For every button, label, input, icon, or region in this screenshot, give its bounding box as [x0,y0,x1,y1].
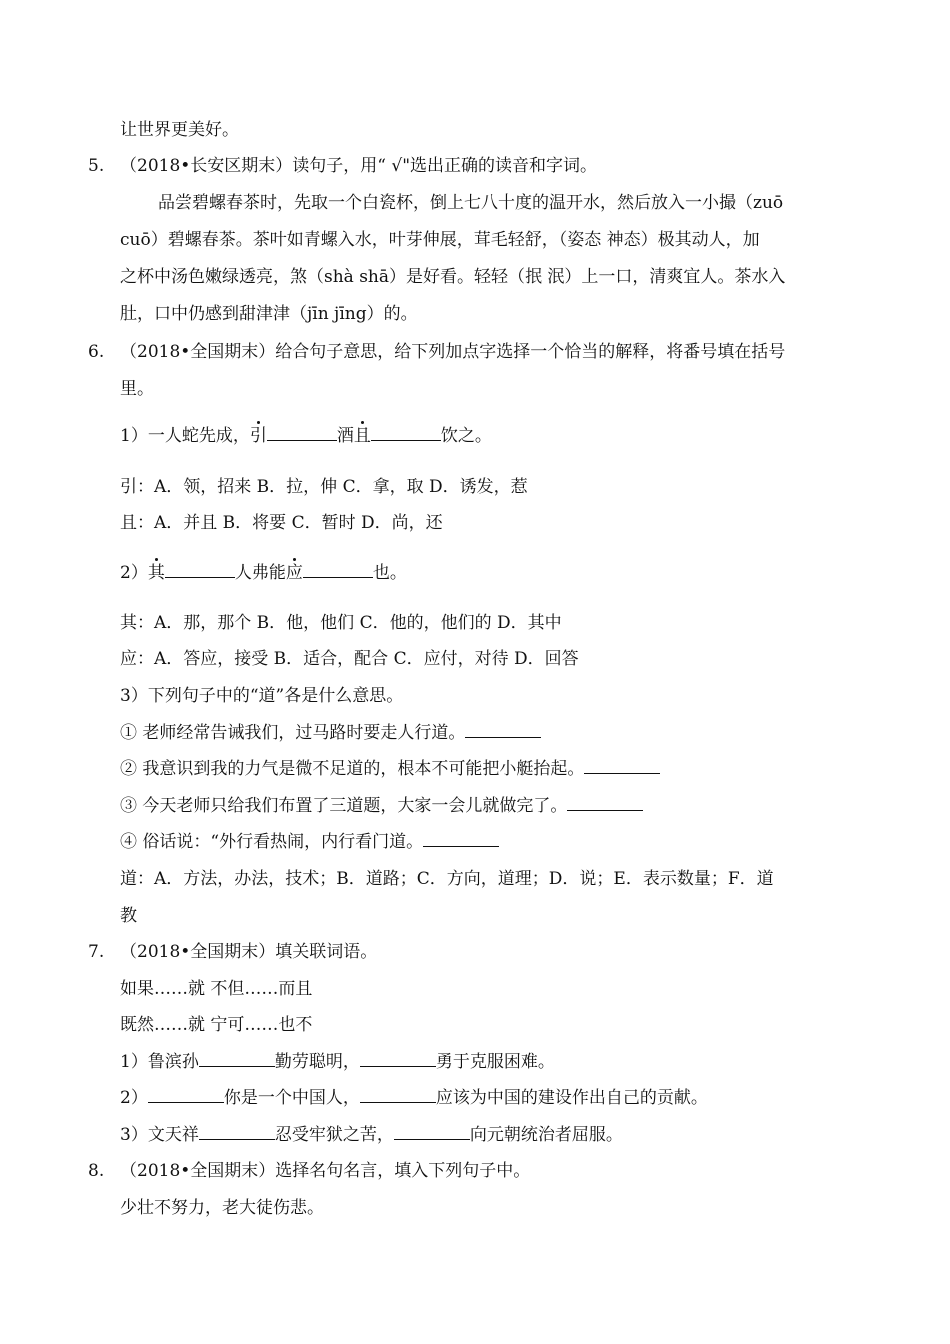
fill-line [120,757,660,781]
text-fragment: ④ 俗话说：“外行看热闹，内行看门道。 [120,832,424,852]
option-line: 应：A．答应，接受 B．适合，配合 C．应付，对待 D．回答 [120,649,579,669]
option-line: 其：A．那，那个 B．他，他们 C．他的，他们的 D．其中 [120,613,562,633]
word-options: 既然……就 宁可……也不 [120,1015,313,1035]
text-fragment: 忍受牢狱之苦， [274,1125,394,1145]
text-fragment: 饮之。 [440,426,492,446]
word-options: 如果……就 不但……而且 [120,979,313,999]
fill-line [120,424,492,448]
answer-blank[interactable] [199,1123,275,1140]
paragraph-line: 肚，口中仍感到甜津津（jīn jīng）的。 [120,304,418,324]
paragraph-line: 品尝碧螺春茶时，先取一个白瓷杯，倒上七八十度的温开水，然后放入一小撮（zuō [158,193,784,213]
question-number: 8. [88,1161,105,1181]
paragraph-line: 之杯中汤色嫩绿透亮，煞（shà shā）是好看。轻轻（抿 泯）上一口，清爽宜人。茶水入 [120,267,786,287]
option-line: 引：A．领，招来 B．拉，伸 C．拿，取 D．诱发，惹 [120,477,528,497]
question-heading: （2018•全国期末）选择名句名言，填入下列句子中。 [120,1161,531,1181]
option-line: 教 [120,906,137,926]
text-line: 少壮不努力，老大徒伤悲。 [120,1198,324,1218]
text-fragment: 1）一人蛇先成， [120,426,250,446]
text-line: 让世界更美好。 [120,120,239,140]
answer-blank[interactable] [360,1050,436,1067]
dotted-char: 引 [249,426,267,446]
text-fragment: 勤劳聪明， [274,1052,360,1072]
answer-blank[interactable] [567,794,643,811]
text-fragment: 你是一个中国人， [223,1088,360,1108]
option-line: 且：A．并且 B．将要 C．暂时 D．尚，还 [120,513,443,533]
text-fragment: 也。 [372,563,407,583]
text-fragment: 1）鲁滨孙 [120,1052,199,1072]
question-heading: （2018•全国期末）填关联词语。 [120,942,378,962]
text-fragment: 向元朝统治者屈服。 [469,1125,623,1145]
question-number: 5. [88,156,105,176]
text-fragment: 应该为中国的建设作出自己的贡献。 [435,1088,708,1108]
text-fragment: 2） [120,1088,148,1108]
question-heading: 里。 [120,379,154,399]
fill-line [120,794,643,818]
fill-line [120,830,499,854]
fill-line [120,1086,708,1110]
text-fragment: ① 老师经常告诫我们，过马路时要走人行道。 [120,723,466,743]
sub-question: 3）下列句子中的“道”各是什么意思。 [120,686,404,706]
answer-blank[interactable] [148,1086,224,1103]
answer-blank[interactable] [394,1123,470,1140]
answer-blank[interactable] [267,424,337,441]
question-heading: （2018•全国期末）给合句子意思，给下列加点字选择一个恰当的解释，将番号填在括号 [120,342,786,362]
text-fragment: ③ 今天老师只给我们布置了三道题，大家一会儿就做完了。 [120,796,568,816]
question-number: 7. [88,942,105,962]
text-fragment: ② 我意识到我的力气是微不足道的，根本不可能把小艇抬起。 [120,759,585,779]
text-fragment: 酒 [336,426,354,446]
paragraph-line: cuō）碧螺春茶。茶叶如青螺入水，叶芽伸展，茸毛轻舒，（姿态 神态）极其动人，加 [120,230,760,250]
fill-line [120,1050,555,1074]
dotted-char: 且 [353,426,371,446]
answer-blank[interactable] [465,721,541,738]
answer-blank[interactable] [165,561,235,578]
answer-blank[interactable] [584,757,660,774]
fill-line [120,561,407,585]
option-line: 道：A．方法，办法，技术；B．道路；C．方向，道理；D．说；E．表示数量；F．道 [120,869,774,889]
text-fragment: 2） [120,563,148,583]
text-fragment: 3）文天祥 [120,1125,199,1145]
question-number: 6. [88,342,105,362]
answer-blank[interactable] [303,561,373,578]
text-fragment: 勇于克服困难。 [435,1052,555,1072]
dotted-char: 其 [147,563,165,583]
question-heading: （2018•长安区期末）读句子，用“ √"选出正确的读音和字词。 [120,156,598,176]
text-fragment: 人弗能 [234,563,286,583]
answer-blank[interactable] [199,1050,275,1067]
fill-line [120,721,541,745]
fill-line [120,1123,623,1147]
dotted-char: 应 [285,563,303,583]
answer-blank[interactable] [371,424,441,441]
answer-blank[interactable] [423,830,499,847]
answer-blank[interactable] [360,1086,436,1103]
